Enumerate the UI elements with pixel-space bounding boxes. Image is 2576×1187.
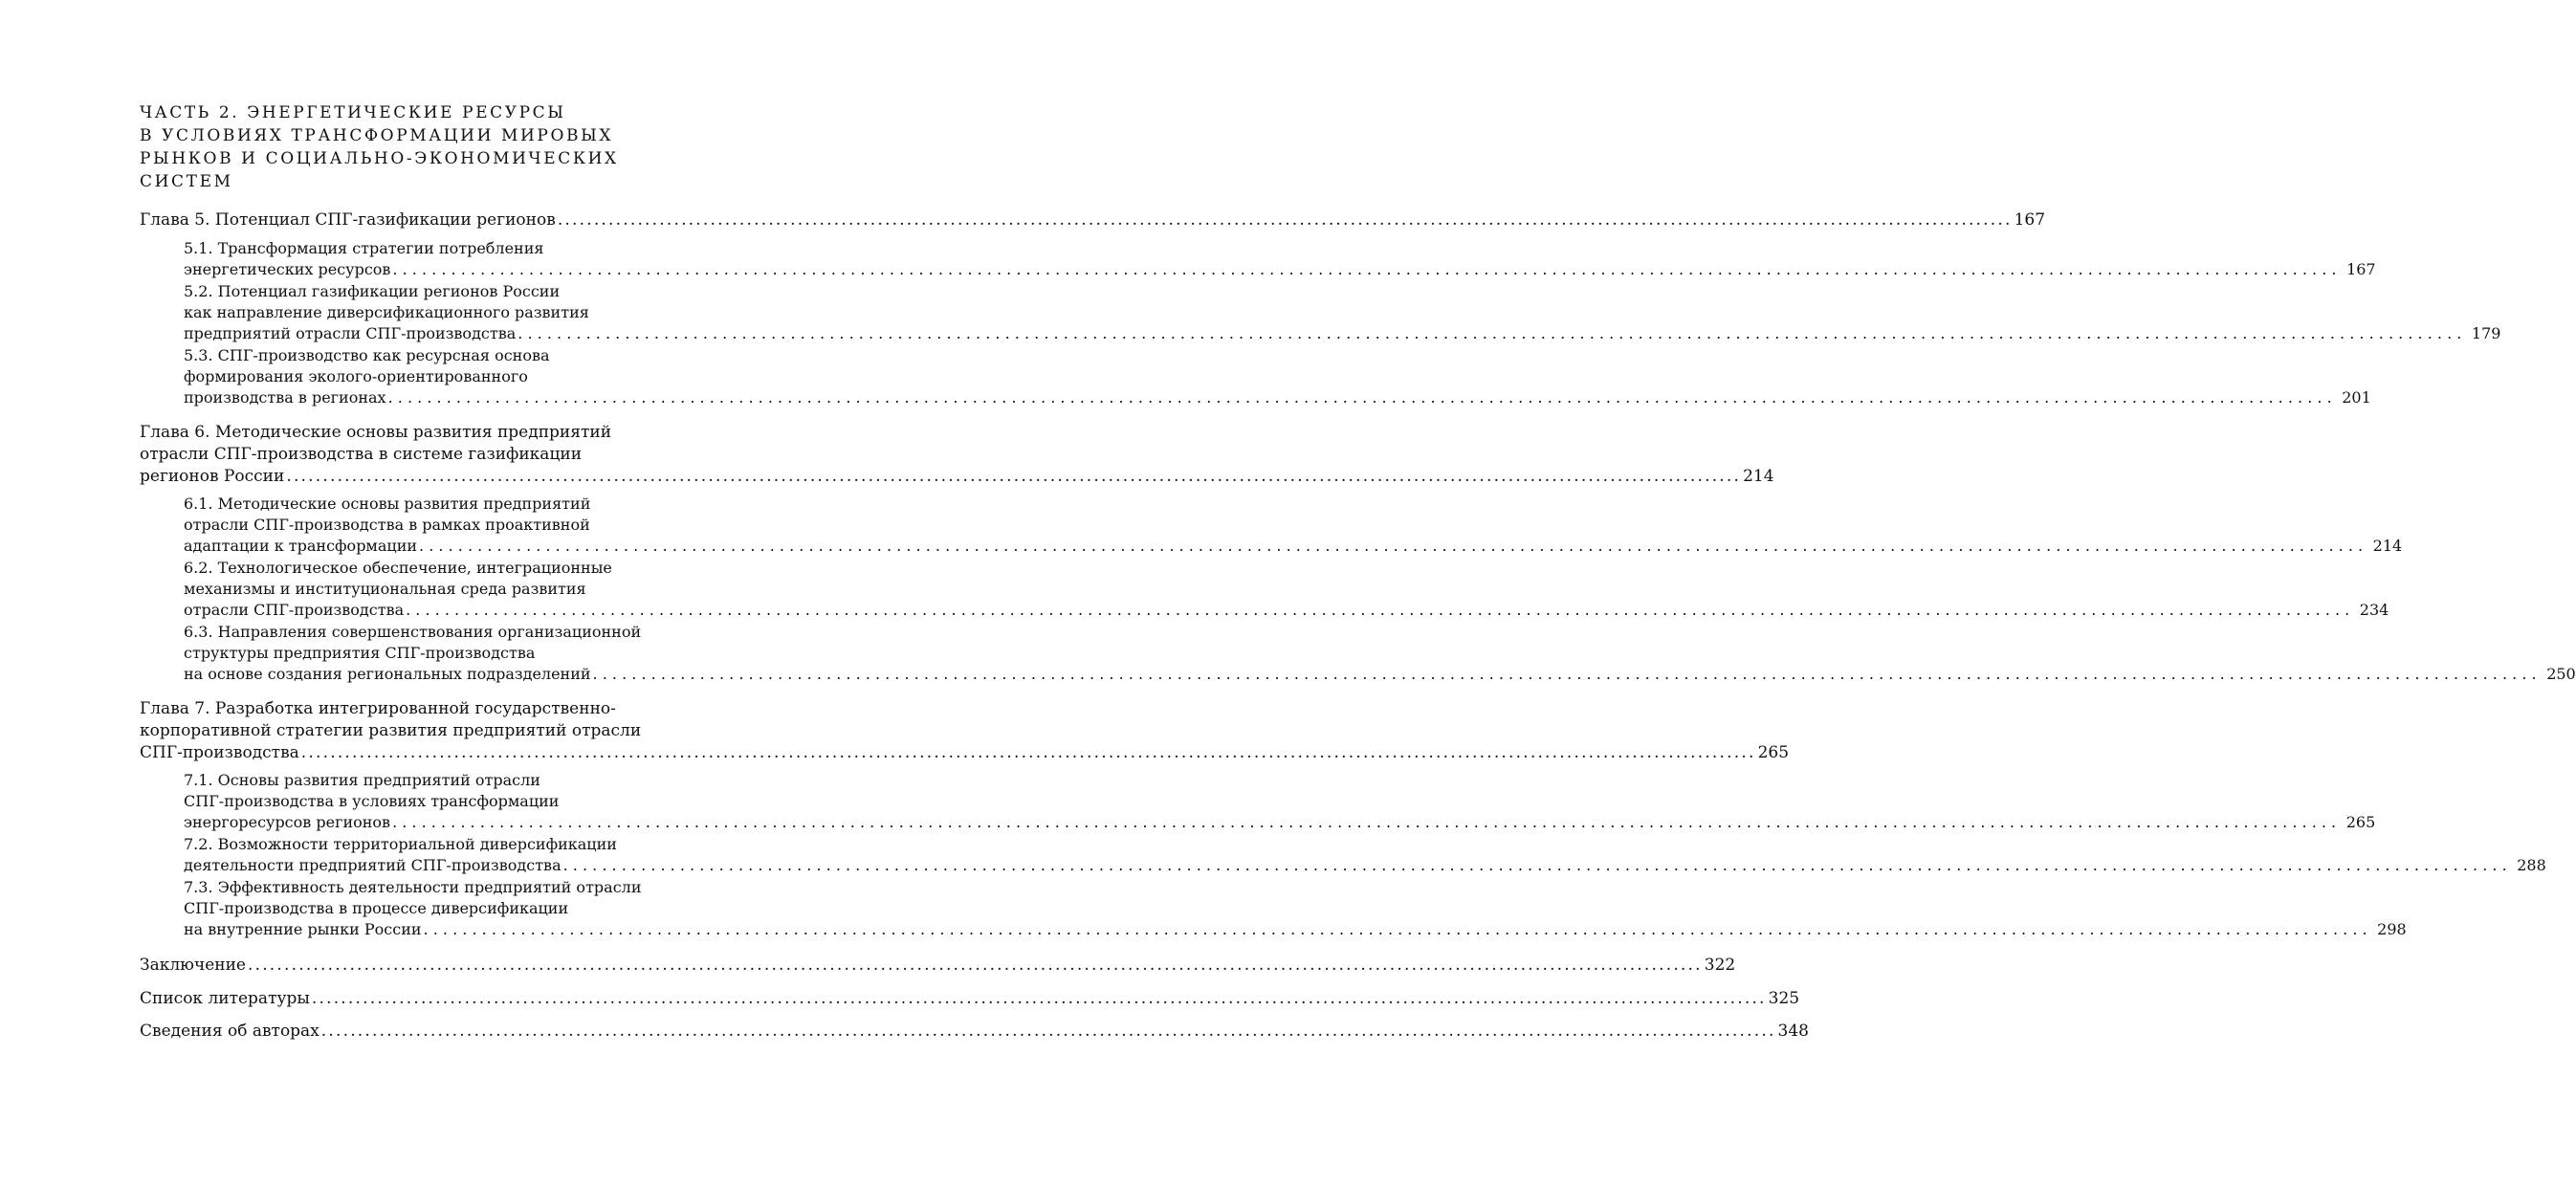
toc-entry-title: механизмы и институциональная среда развития xyxy=(184,580,586,598)
part-title-line: РЫНКОВ И СОЦИАЛЬНО-ЭКОНОМИЧЕСКИХ xyxy=(140,149,619,168)
toc-entry-chapter-6[interactable] xyxy=(140,422,1774,488)
page-number: 167 xyxy=(2346,260,2376,278)
toc-entry-title: адаптации к трансформации xyxy=(184,537,418,555)
toc-entry-title: на внутренние рынки России xyxy=(184,920,422,938)
leader-dots: ........................................................................................................................................................................................................ xyxy=(406,601,2355,619)
toc-entry-title: Глава 7. Разработка интегрированной государственно- xyxy=(140,699,616,718)
toc-entry-section-7-1[interactable] xyxy=(184,770,2376,833)
toc-entry-chapter-7[interactable] xyxy=(140,698,1790,764)
toc-entry-title: энергоресурсов регионов xyxy=(184,813,391,831)
toc-entry-title: 6.1. Методические основы развития предприятий xyxy=(184,495,591,513)
toc-entry-title: Глава 6. Методические основы развития предприятий xyxy=(140,423,612,442)
page-number: 250 xyxy=(2546,665,2576,683)
toc-entry-title: предприятий отрасли СПГ-производства xyxy=(184,324,517,342)
page-number: 298 xyxy=(2377,920,2407,938)
part-title-line: ЧАСТЬ 2. ЭНЕРГЕТИЧЕСКИЕ РЕСУРСЫ xyxy=(140,103,566,122)
toc-entry-title: энергетических ресурсов xyxy=(184,260,391,278)
toc-entry-section-6-2[interactable] xyxy=(184,558,2389,621)
leader-dots: ........................................................................................................................................................................................................ xyxy=(387,388,2337,407)
toc-entry-section-7-3[interactable] xyxy=(184,877,2407,940)
toc-entry-title: Сведения об авторах xyxy=(140,1022,319,1041)
toc-entry-authors[interactable] xyxy=(140,1021,1809,1043)
leader-dots: ........................................................................................................................................................................................................ xyxy=(557,210,2013,230)
toc-entry-references[interactable] xyxy=(140,988,1800,1010)
leader-dots: ........................................................................................................................................................................................................ xyxy=(247,956,1703,975)
page-number: 322 xyxy=(1704,956,1736,975)
toc-entry-title: СПГ-производства в условиях трансформации xyxy=(184,792,560,810)
toc-entry-title: отрасли СПГ-производства в системе газификации xyxy=(140,445,583,464)
page-number: 348 xyxy=(1777,1022,1809,1041)
toc-entry-title: регионов России xyxy=(140,467,285,486)
toc-entry-title: производства в регионах xyxy=(184,388,386,407)
leader-dots: ........................................................................................................................................................................................................ xyxy=(592,665,2542,683)
toc-entry-title: 5.1. Трансформация стратегии потребления xyxy=(184,239,544,257)
toc-entry-title: СПГ-производства в процессе диверсификации xyxy=(184,899,569,917)
leader-dots: ........................................................................................................................................................................................................ xyxy=(392,813,2342,831)
toc-entry-title: СПГ-производства xyxy=(140,743,299,762)
toc-entry-section-5-3[interactable] xyxy=(184,345,2371,408)
page-number: 201 xyxy=(2342,388,2371,407)
toc-entry-section-6-1[interactable] xyxy=(184,494,2403,557)
page-number: 167 xyxy=(2014,210,2046,230)
leader-dots: ........................................................................................................................................................................................................ xyxy=(419,537,2368,555)
page-number: 288 xyxy=(2517,856,2546,874)
toc-entry-title: 5.3. СПГ-производство как ресурсная основа xyxy=(184,346,550,364)
leader-dots: ........................................................................................................................................................................................................ xyxy=(311,989,1767,1008)
toc-entry-title: Заключение xyxy=(140,956,246,975)
toc-entry-section-5-2[interactable] xyxy=(184,281,2501,344)
leader-dots: ........................................................................................................................................................................................................ xyxy=(286,467,1742,486)
toc-entry-title: 6.3. Направления совершенствования организационной xyxy=(184,623,642,641)
toc-entry-title: структуры предприятия СПГ-производства xyxy=(184,644,536,662)
leader-dots: ........................................................................................................................................................................................................ xyxy=(392,260,2342,278)
toc-entry-title: деятельности предприятий СПГ-производства xyxy=(184,856,561,874)
leader-dots: ........................................................................................................................................................................................................ xyxy=(320,1022,1776,1041)
page-number: 214 xyxy=(1743,467,1774,486)
toc-entry-title: 7.2. Возможности территориальной диверсификации xyxy=(184,835,617,853)
toc-entry-title: 7.3. Эффективность деятельности предприятий отрасли xyxy=(184,878,642,896)
leader-dots: ........................................................................................................................................................................................................ xyxy=(300,743,1756,762)
toc-entry-title: Список литературы xyxy=(140,989,310,1008)
page-number: 179 xyxy=(2471,324,2501,342)
page-number: 214 xyxy=(2372,537,2403,555)
toc-entry-title: отрасли СПГ-производства в рамках проактивной xyxy=(184,516,590,534)
page-number: 234 xyxy=(2359,601,2389,619)
toc-entry-section-5-1[interactable] xyxy=(184,238,2376,280)
toc-entry-title: 7.1. Основы развития предприятий отрасли xyxy=(184,771,540,789)
toc-entry-title: Глава 5. Потенциал СПГ-газификации регионов xyxy=(140,210,556,230)
toc-entry-title: корпоративной стратегии развития предприятий отрасли xyxy=(140,721,642,740)
toc-entry-title: 6.2. Технологическое обеспечение, интеграционные xyxy=(184,559,612,577)
part-title xyxy=(140,101,733,193)
toc-entry-section-6-3[interactable] xyxy=(184,622,2576,685)
page-number: 265 xyxy=(1757,743,1790,762)
leader-dots: ........................................................................................................................................................................................................ xyxy=(562,856,2512,874)
toc-entry-section-7-2[interactable] xyxy=(184,834,2546,876)
part-title-line: В УСЛОВИЯХ ТРАНСФОРМАЦИИ МИРОВЫХ xyxy=(140,126,614,145)
toc-entry-title: на основе создания региональных подразделений xyxy=(184,665,591,683)
leader-dots: ........................................................................................................................................................................................................ xyxy=(423,920,2372,938)
page-number: 325 xyxy=(1768,989,1800,1008)
leader-dots: ........................................................................................................................................................................................................ xyxy=(517,324,2467,342)
toc-entry-title: 5.2. Потенциал газификации регионов России xyxy=(184,282,561,300)
toc-entry-title: отрасли СПГ-производства xyxy=(184,601,405,619)
toc-entry-chapter-5[interactable] xyxy=(140,209,2046,231)
part-title-line: СИСТЕМ xyxy=(140,172,233,191)
page-number: 265 xyxy=(2345,813,2376,831)
toc-entry-conclusion[interactable] xyxy=(140,955,1736,977)
toc-entry-title: формирования эколого-ориентированного xyxy=(184,367,528,385)
toc-entry-title: как направление диверсификационного развития xyxy=(184,303,589,321)
